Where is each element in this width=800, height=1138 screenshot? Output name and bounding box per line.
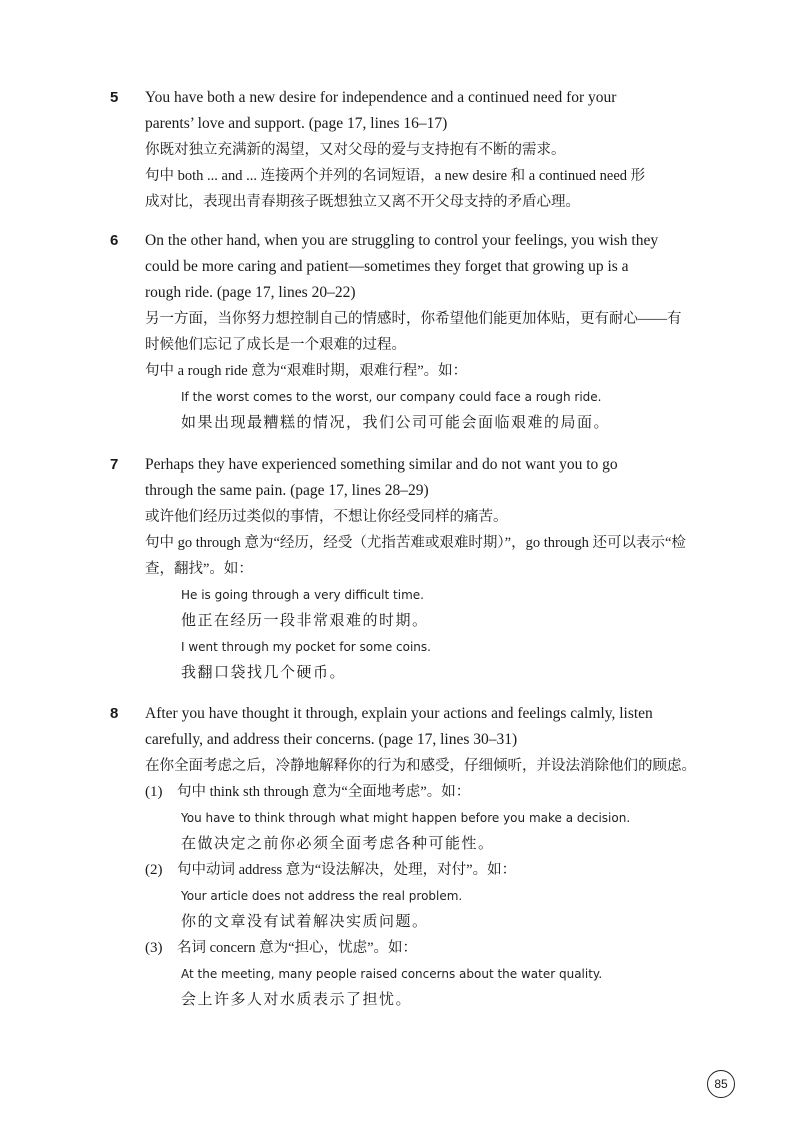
sub-point-text: 句中动词 address 意为“设法解决，处理，对付”。如：	[177, 862, 517, 878]
sub-point-label: (3)	[145, 940, 163, 956]
english-sentence-line: After you have thought it through, explain your actions and feelings calmly, listen	[145, 705, 653, 722]
explanation-line: 句中 a rough ride 意为“艰难时期，艰难行程”。如：	[145, 363, 468, 379]
chinese-translation: 或许他们经历过类似的事情，不想让你经受同样的痛苦。	[145, 509, 508, 525]
explanation-line: 句中 both ... and ... 连接两个并列的名词短语，a new desire 和 a continued need 形	[145, 168, 646, 184]
example-chinese: 如果出现最糟糕的情况，我们公司可能会面临艰难的局面。	[181, 415, 611, 431]
item-body	[145, 701, 696, 1013]
item-body	[145, 85, 685, 215]
english-sentence-line: You have both a new desire for independence and a continued need for your	[145, 89, 617, 106]
explanation-line: 句中 go through 意为“经历，经受（尤指苦难或艰难时期）”，go through 还可以表示“检	[145, 535, 686, 551]
example-english: Your article does not address the real problem.	[181, 889, 463, 903]
explanation-line: 成对比，表现出青春期孩子既想独立又离不开父母支持的矛盾心理。	[145, 194, 580, 210]
sub-point-label: (2)	[145, 862, 163, 878]
example-chinese: 你的文章没有试着解决实质问题。	[181, 914, 429, 930]
item-number: 8	[110, 705, 119, 722]
sub-point-label: (1)	[145, 784, 163, 800]
item-body	[145, 228, 685, 436]
item-body	[145, 452, 685, 686]
sub-point-1	[145, 779, 685, 805]
page-number-badge: 85	[707, 1070, 735, 1098]
english-sentence-line: rough ride. (page 17, lines 20–22)	[145, 284, 356, 301]
sub-point-3	[145, 935, 685, 961]
example-chinese: 我翻口袋找几个硬币。	[181, 665, 347, 681]
english-sentence-line: parents’ love and support. (page 17, lines 16–17)	[145, 115, 448, 132]
chinese-translation-line: 时候他们忘记了成长是一个艰难的过程。	[145, 337, 406, 353]
example-english: You have to think through what might happen before you make a decision.	[181, 811, 631, 825]
example-chinese: 在做决定之前你必须全面考虑各种可能性。	[181, 836, 495, 852]
sub-point-2	[145, 857, 685, 883]
item-number: 5	[110, 89, 119, 106]
english-sentence-line: Perhaps they have experienced something similar and do not want you to go	[145, 456, 618, 473]
example-english: I went through my pocket for some coins.	[181, 640, 431, 654]
example-english: At the meeting, many people raised concerns about the water quality.	[181, 967, 603, 981]
chinese-translation-line: 另一方面，当你努力想控制自己的情感时，你希望他们能更加体贴，更有耐心——有	[145, 311, 682, 327]
example-english: He is going through a very difficult time.	[181, 588, 424, 602]
item-number: 6	[110, 232, 119, 249]
english-sentence-line: carefully, and address their concerns. (page 17, lines 30–31)	[145, 731, 518, 748]
sub-point-text: 句中 think sth through 意为“全面地考虑”。如：	[177, 784, 471, 800]
example-chinese: 会上许多人对水质表示了担忧。	[181, 992, 413, 1008]
english-sentence-line: through the same pain. (page 17, lines 28–29)	[145, 482, 429, 499]
item-number: 7	[110, 456, 119, 473]
english-sentence-line: On the other hand, when you are struggling to control your feelings, you wish they	[145, 232, 659, 249]
chinese-translation: 你既对独立充满新的渴望，又对父母的爱与支持抱有不断的需求。	[145, 142, 566, 158]
example-chinese: 他正在经历一段非常艰难的时期。	[181, 613, 429, 629]
chinese-translation: 在你全面考虑之后，冷静地解释你的行为和感受，仔细倾听，并设法消除他们的顾虑。	[145, 758, 696, 774]
sub-point-text: 名词 concern 意为“担心，忧虑”。如：	[177, 940, 418, 956]
english-sentence-line: could be more caring and patient—sometimes they forget that growing up is a	[145, 258, 629, 275]
example-english: If the worst comes to the worst, our company could face a rough ride.	[181, 390, 602, 404]
explanation-line: 查，翻找”。如：	[145, 561, 253, 577]
